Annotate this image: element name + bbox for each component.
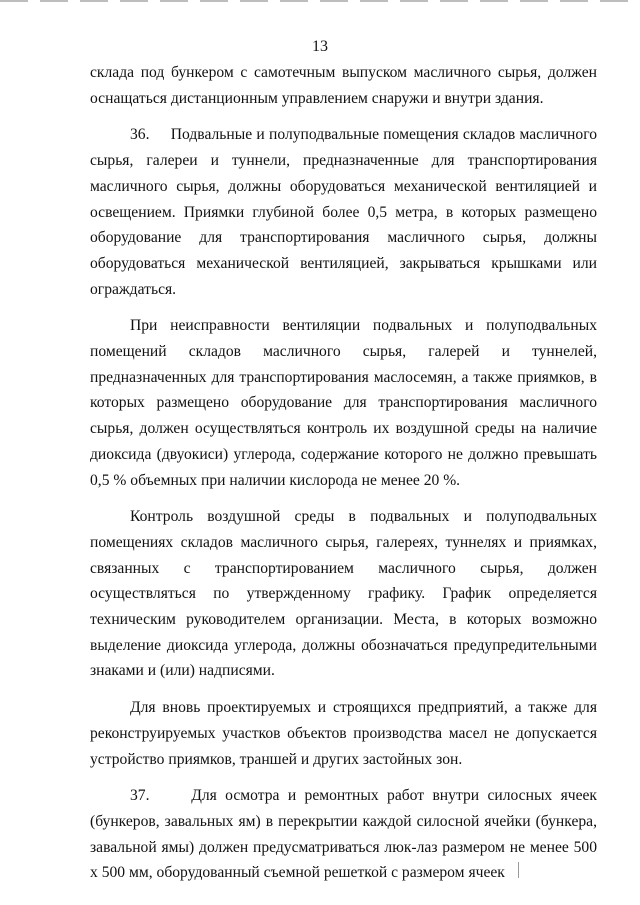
paragraph-air-control: Контроль воздушной среды в подвальных и полуподвальных помещениях складов масличного сырья, галереях, туннелях и приямках, связанных с транспортированием масличного сырья, должен осуществляться по утвержденному графику. График определяется техническим руководителем организации. Места, в которых возможно выделение диоксида углерода, должны обозначаться предупредительными знаками и (или) надписями. [90, 508, 597, 680]
page-number: 13 [312, 38, 328, 55]
paragraph-new-enterprises: Для вновь проектируемых и строящихся предприятий, а также для реконструируемых участков объектов производства масел не допускается устройство приямков, траншей и других застойных зон. [90, 699, 597, 768]
scan-edge-top [0, 0, 640, 2]
paragraph-item-36: 36. Подвальные и полуподвальные помещения складов масличного сырья, галереи и туннели, предназначенные для транспортирования масличного сырья, должны оборудоваться механической вентиляцией и освещением. Приямки глубиной более 0,5 метра, в которых размещено оборудование для транспортирования масличного сырья, должны оборудоваться механической вентиляцией, закрываться крышками или ограждаться. [90, 126, 597, 298]
paragraph-item-37: 37. Для осмотра и ремонтных работ внутри силосных ячеек (бункеров, завальных ям) в перекрытии каждой силосной ячейки (бункера, завальной ямы) должен предусматриваться люк-лаз размером не менее 500 х 500 мм, оборудованный съемной решеткой с размером ячеек [90, 787, 597, 882]
scan-artifact-mark [518, 862, 519, 878]
paragraph-continuation: склада под бункером с самотечным выпуском масличного сырья, должен оснащаться дистанционным управлением снаружи и внутри здания. [90, 64, 597, 107]
document-body [90, 60, 597, 886]
paragraph-ventilation-fault: При неисправности вентиляции подвальных и полуподвальных помещений складов масличного сырья, галерей и туннелей, предназначенных для транспортирования маслосемян, а также приямков, в которых размещено оборудование для транспортирования масличного сырья, должен осуществляться контроль их воздушной среды на наличие диоксида (двуокиси) углерода, содержание которого не должно превышать 0,5 % объемных при наличии кислорода не менее 20 %. [90, 317, 597, 489]
